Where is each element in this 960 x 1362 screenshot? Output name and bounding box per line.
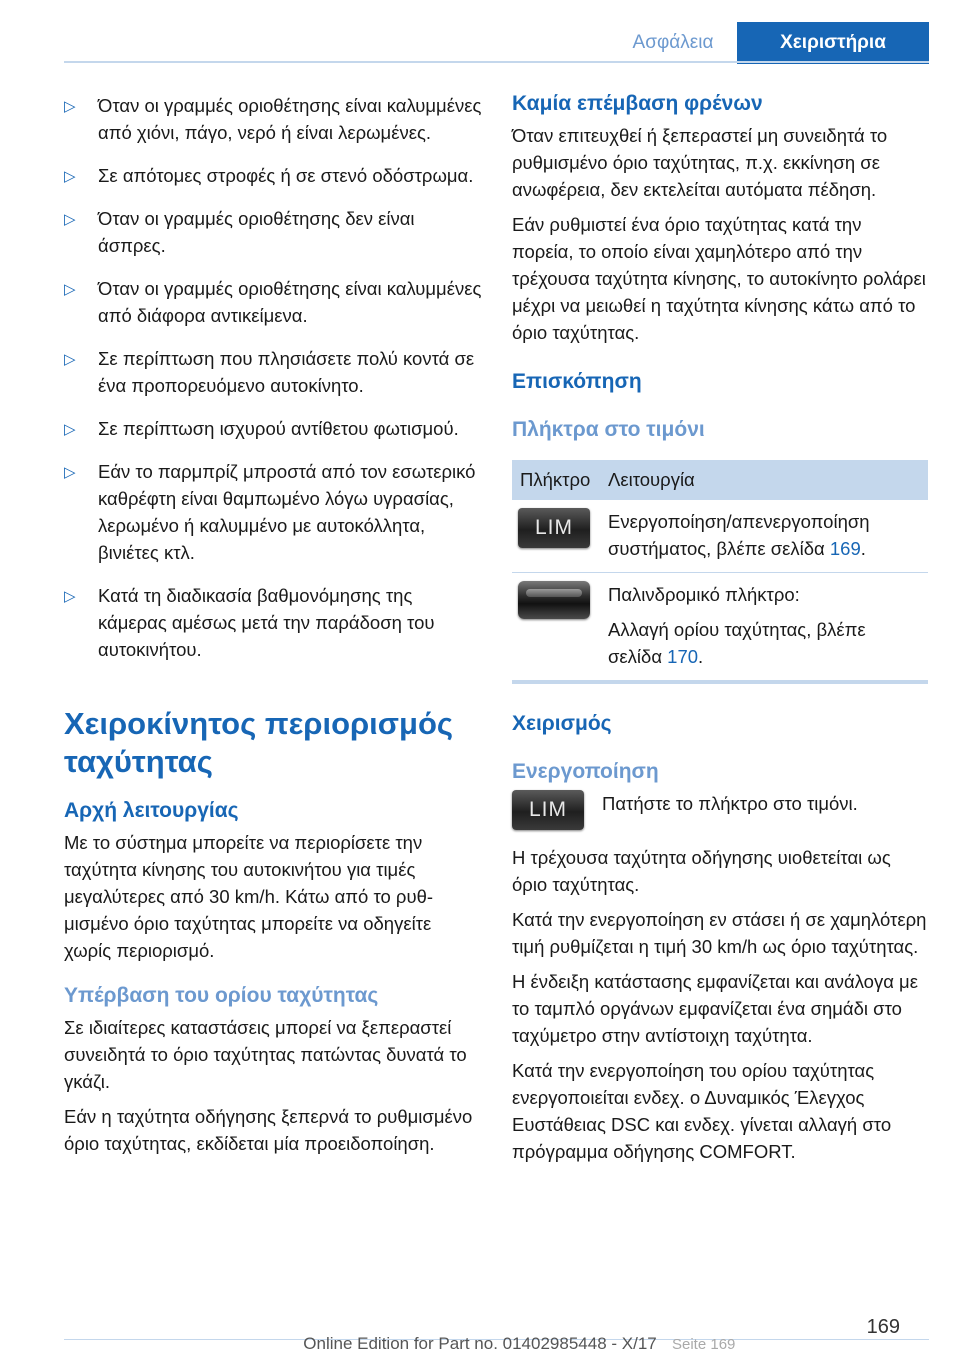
exceed-paragraph-2: Εάν η ταχύτητα οδήγησης ξεπερνά το ρυθμισμένο όριο ταχύτητας, εκδίδεται μία προειδοποίηση. — [64, 1106, 473, 1154]
principle-heading: Αρχή λειτουργίας — [64, 799, 239, 822]
footer — [0, 1334, 960, 1354]
activation-paragraph-1: Η τρέχουσα ταχύτητα οδήγησης υιοθετείται ως όριο ταχύτητας. — [512, 847, 891, 895]
page-number: 169 — [866, 1316, 900, 1338]
page-link-169[interactable]: 169 — [829, 538, 861, 559]
rocker-switch-icon — [518, 581, 590, 619]
exceed-paragraph-1: Σε ιδιαίτερες καταστάσεις μπορεί να ξεπεραστεί συνειδητά το όριο ταχύτητας πατώντας δυνατά το γκάζι. — [64, 1017, 467, 1092]
lim-button-icon: LIM — [512, 790, 584, 830]
conditions-list — [64, 92, 482, 663]
header-rule — [64, 61, 929, 63]
triangle-bullet-icon: ▷ — [64, 281, 76, 298]
triangle-bullet-icon: ▷ — [64, 351, 76, 368]
nobrake-heading: Καμία επέμβαση φρένων — [512, 92, 763, 115]
list-item: ▷ Όταν οι γραμμές οριοθέτησης είναι καλυμμένες από χιόνι, πάγο, νερό ή είναι λερωμένες. — [64, 95, 482, 143]
overview-heading: Επισκόπηση — [512, 370, 642, 393]
column-header-key: Πλήκτρο — [512, 460, 600, 500]
triangle-bullet-icon: ▷ — [64, 421, 76, 438]
activation-paragraph-3: Η ένδειξη κατάστασης εμφανίζεται και ανάλογα με το ταμπλό οργάνων εμφανίζεται ένα σημάδι στο ταχύμετρο στην αντίστοιχη ταχύτητα. — [512, 971, 918, 1046]
table-row: LIM Ενεργοποίηση/απενεργοποίηση συστήματος, βλέπε σελίδα 169. — [512, 500, 928, 573]
table-row: Παλινδρομικό πλήκτρο: Αλλαγή ορίου ταχύτητας, βλέπε σελίδα 170. — [512, 573, 928, 683]
section-tab[interactable]: Ασφάλεια — [632, 32, 714, 53]
triangle-bullet-icon: ▷ — [64, 211, 76, 228]
triangle-bullet-icon: ▷ — [64, 98, 76, 115]
column-header-function: Λειτουργία — [600, 460, 928, 500]
chapter-title: Χειροκίνητος περιορισμός ταχύτητας — [64, 706, 454, 779]
page-link-170[interactable]: 170 — [667, 646, 699, 667]
table-header-row — [512, 460, 928, 500]
activation-paragraph-2: Κατά την ενεργοποίηση εν στάσει ή σε χαμηλότερη τιμή ρυθμίζεται η τιμή 30 km/h ως όριο ταχύτητας. — [512, 909, 927, 957]
nobrake-paragraph-2: Εάν ρυθμιστεί ένα όριο ταχύτητας κατά την πορεία, το οποίο είναι χαμηλότερο από την τρέχουσα ταχύτητα κίνησης, το αυτοκίνητο ρολάρει μέχρι να μειωθεί η ταχύτητα κίνησης κάτω από το όριο ταχύτητας. — [512, 214, 926, 343]
list-item: ▷ Κατά τη διαδικασία βαθμονόμησης της κάμερας αμέσως μετά την παράδοση του αυτοκινήτου. — [64, 585, 435, 660]
activation-heading: Ενεργοποίηση — [512, 760, 659, 783]
buttons-table — [512, 460, 928, 684]
activation-step: LIM Πατήστε το πλήκτρο στο τιμόνι. — [512, 790, 928, 844]
triangle-bullet-icon: ▷ — [64, 588, 76, 605]
operation-heading: Χειρισμός — [512, 712, 612, 735]
list-item: ▷ Σε περίπτωση που πλησιάσετε πολύ κοντά σε ένα προπορευόμενο αυτοκίνητο. — [64, 348, 475, 396]
right-column — [512, 92, 928, 1165]
list-item: ▷ Σε περίπτωση ισχυρού αντίθετου φωτισμού. — [64, 415, 482, 442]
activation-paragraph-4: Κατά την ενεργοποίηση του ορίου ταχύτητας ενεργοποιείται ενδεχ. ο Δυναμικός Έλεγχος Ευστάθειας DSC και ενδεχ. γίνεται αλλαγή στο πρόγραμμα οδήγησης COMFORT. — [512, 1060, 892, 1162]
chapter-tab[interactable]: Χειριστήρια — [737, 22, 929, 64]
watermark: Seite 169 — [672, 1336, 736, 1353]
list-item: ▷ Εάν το παρμπρίζ μπροστά από τον εσωτερικό καθρέφτη είναι θαμπωμένο λόγω υγρασίας, λερωμένο ή καλυμμένο με αυτοκόλλητα, βινιέτες κτλ. — [64, 461, 476, 563]
wheel-buttons-heading: Πλήκτρα στο τιμόνι — [512, 418, 705, 441]
triangle-bullet-icon: ▷ — [64, 464, 76, 481]
list-item: ▷ Όταν οι γραμμές οριοθέτησης είναι καλυμμένες από διάφορα αντικείμενα. — [64, 278, 482, 326]
principle-text: Με το σύστημα μπορείτε να περιορίσετε την ταχύτητα κίνησης του αυτοκινήτου για τιμές μεγαλύτερες από 30 km/h. Κάτω από το ρυθμισμένο όριο ταχύτητας μπορείτε να οδηγείτε χωρίς περιορισμό. — [64, 832, 434, 961]
page-header — [0, 0, 960, 64]
lim-button-icon: LIM — [518, 508, 590, 548]
list-item: ▷ Όταν οι γραμμές οριοθέτησης δεν είναι άσπρες. — [64, 208, 415, 256]
triangle-bullet-icon: ▷ — [64, 168, 76, 185]
nobrake-paragraph-1: Όταν επιτευχθεί ή ξεπεραστεί μη συνειδητά το ρυθμισμένο όριο ταχύτητας, π.χ. εκκίνηση σε ανωφέρεια, δεν εκτελείται αυτόματα πέδηση. — [512, 125, 888, 200]
exceed-heading: Υπέρβαση του ορίου ταχύτητας — [64, 984, 379, 1007]
edition-text: Online Edition for Part no. 01402985448 - X/17 — [303, 1334, 657, 1353]
list-item: ▷ Σε απότομες στροφές ή σε στενό οδόστρωμα. — [64, 162, 482, 189]
left-column — [64, 92, 482, 1157]
